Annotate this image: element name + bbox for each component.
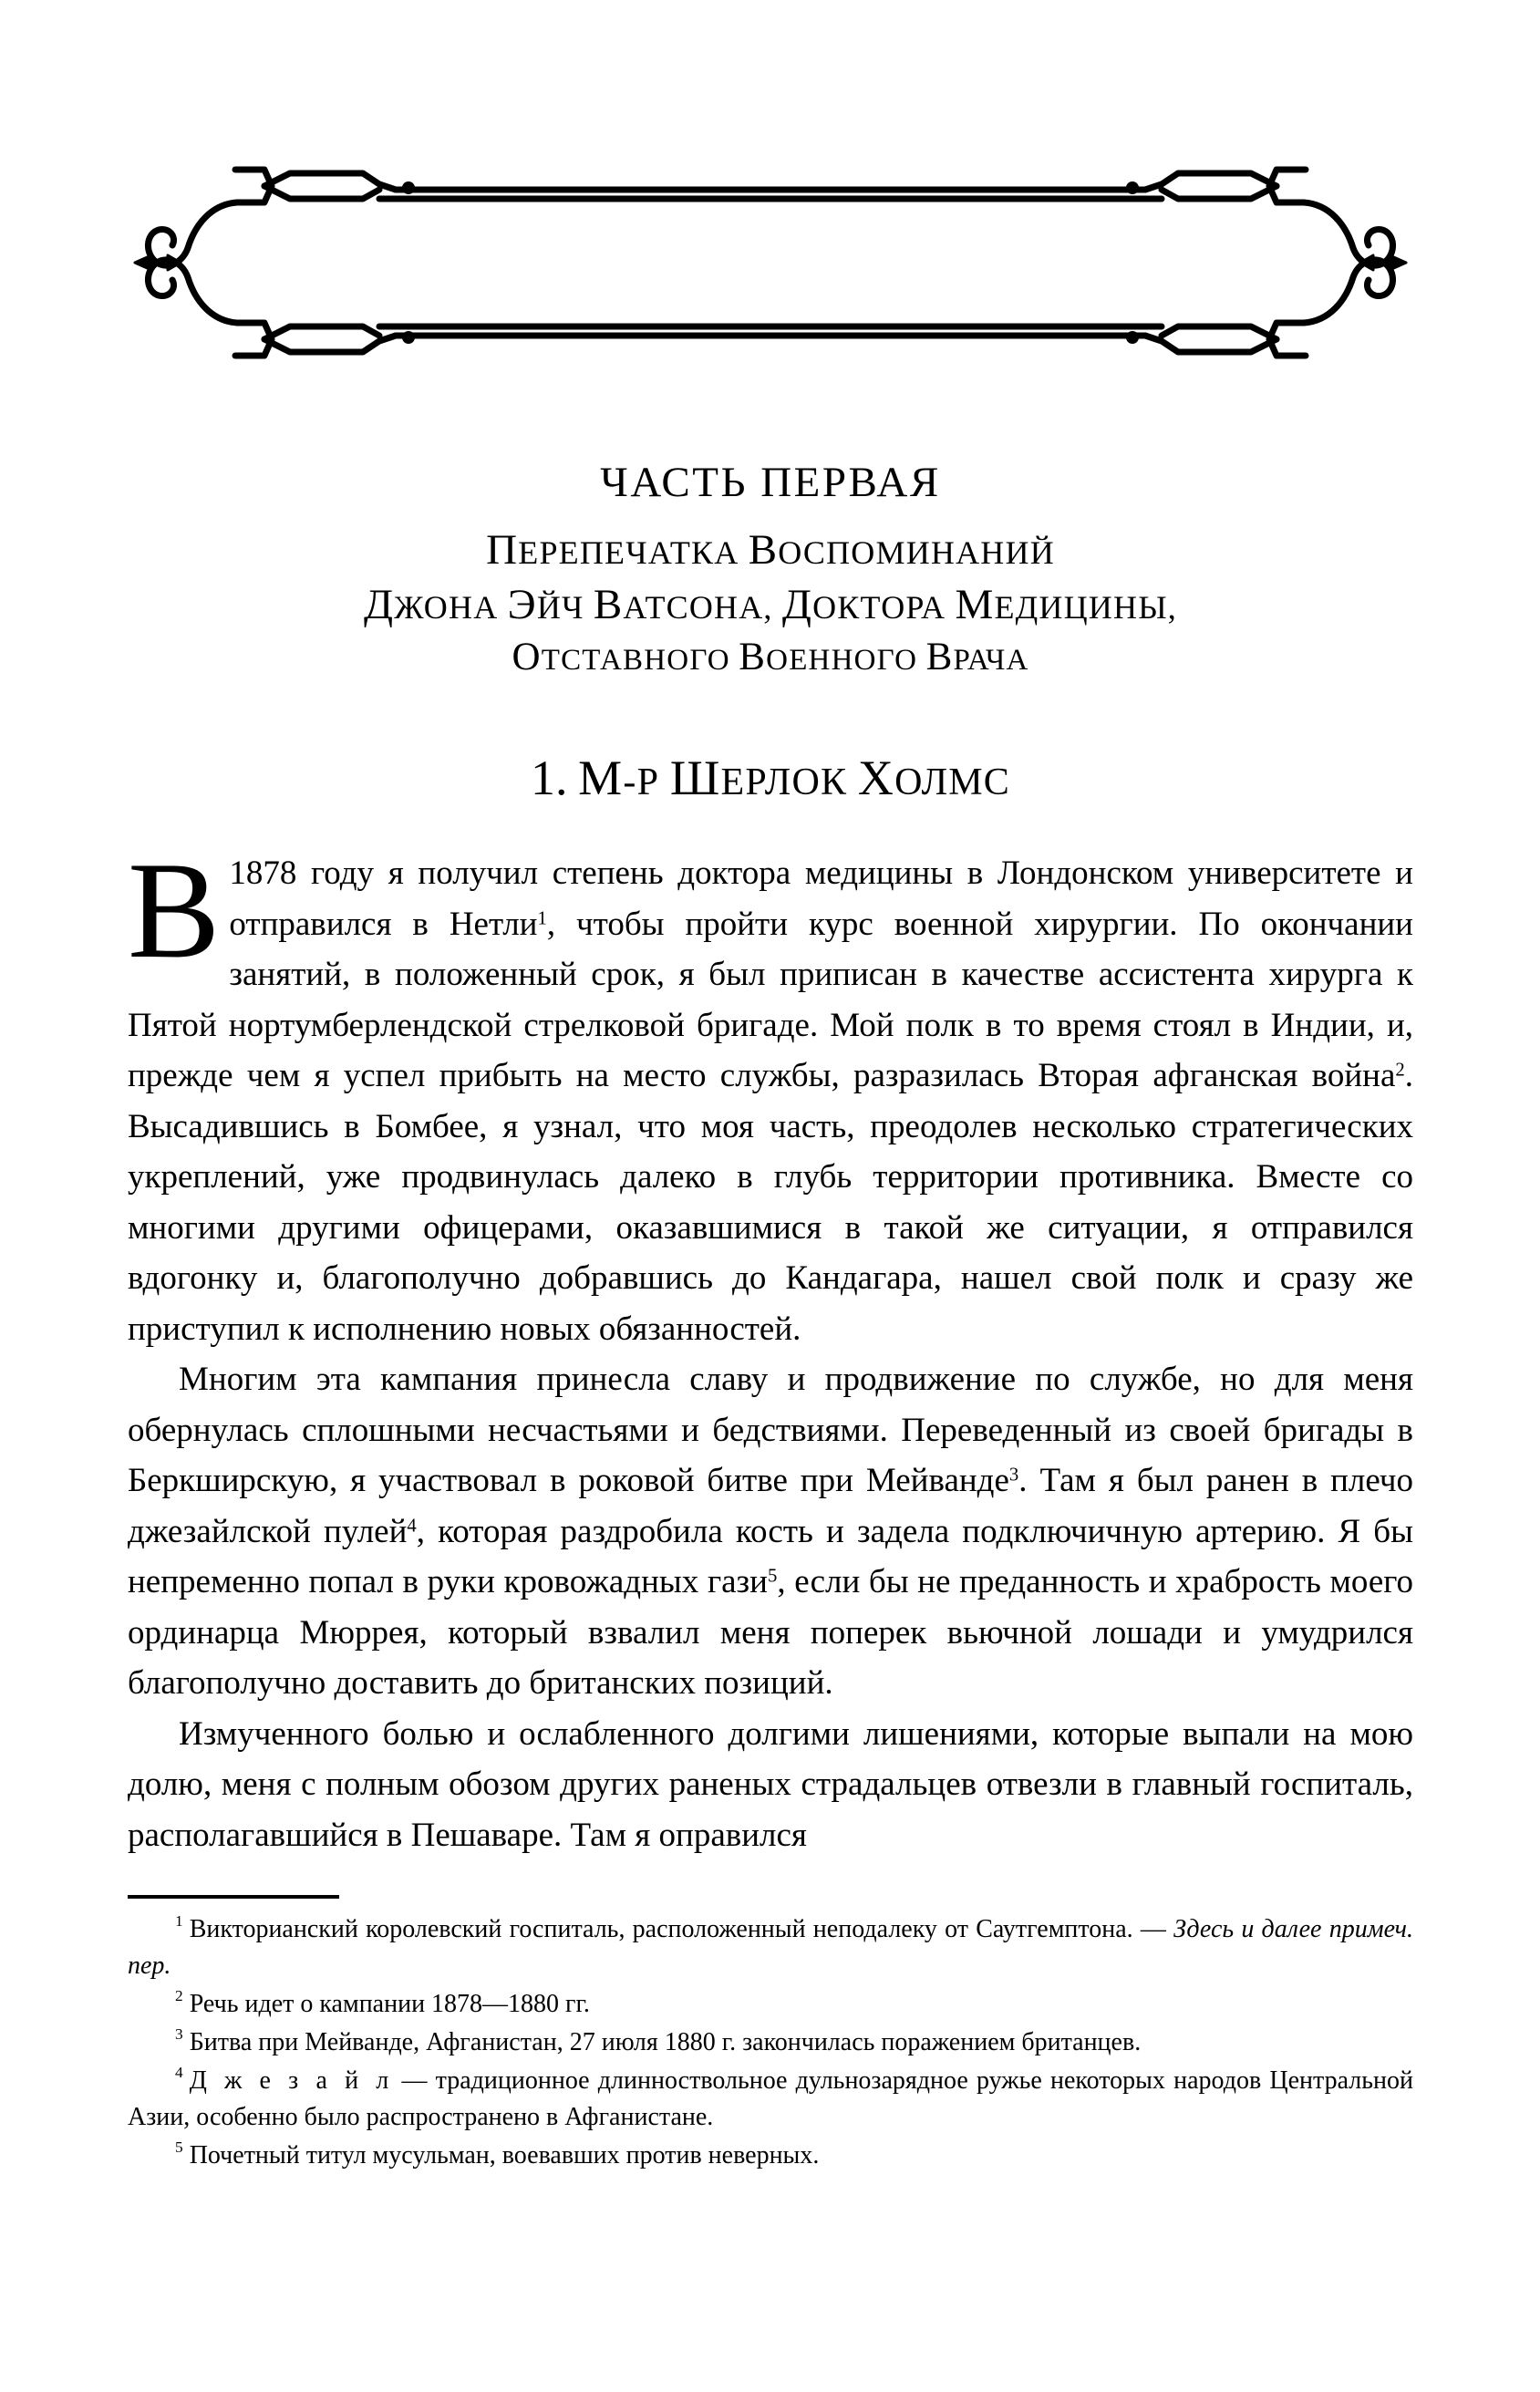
footnote-4-text: — традиционное длинноствольное дульнозарядное ружье некоторых народов Центральной Азии, особенно было распространено в Афганистане. [128, 2066, 1413, 2131]
footnote-ref-1[interactable]: 1 [537, 907, 547, 928]
footnote-1-italic-tail: Здесь и далее примеч. пер. [128, 1915, 1413, 1980]
subtitle-line-1: ПЕРЕПЕЧАТКА ВОСПОМИНАНИЙ [486, 525, 1055, 574]
footnote-3-marker: 3 [175, 2024, 183, 2043]
paragraph-2 [128, 1354, 1413, 1709]
footnote-3 [128, 2024, 1413, 2061]
footnote-2-marker: 2 [175, 1986, 183, 2004]
footnote-ref-4[interactable]: 4 [407, 1515, 417, 1536]
chapter-number: 1. [530, 751, 568, 806]
paragraph-2-part-b: . Там я был ранен в плечо джезайлской пулей [128, 1462, 1414, 1550]
footnote-2-text: Речь идет о кампании 1878—1880 гг. [189, 1990, 590, 2018]
footnote-4-marker: 4 [175, 2063, 183, 2081]
footnote-ref-2[interactable]: 2 [1395, 1060, 1405, 1081]
footnote-1-text: Викторианский королевский госпиталь, расположенный неподалеку от Саутгемптона. — [189, 1915, 1174, 1943]
chapter-title [128, 750, 1413, 806]
footnote-1-marker: 1 [175, 1911, 183, 1930]
paragraph-2-part-d: , если бы не преданность и храбрость моего ординарца Мюррея, который взвалил меня поперек вьючной лошади и умудрился благополучно доставить до британских позиций. [128, 1563, 1414, 1702]
title-block [128, 456, 1413, 806]
paragraph-1-part-c: . Высадившись в Бомбее, я узнал, что моя часть, преодолев несколько стратегических укреплений, уже продвинулась далеко в глубь территории противника. Вместе со многими другими офицерами, оказавшимися в такой же ситуации, я отправился вдогонку и, благополучно добравшись до Кандагара, нашел свой полк и сразу же приступил к исполнению новых обязанностей. [128, 1057, 1413, 1348]
part-title: ЧАСТЬ ПЕРВАЯ [600, 459, 941, 506]
footnote-5-marker: 5 [175, 2138, 183, 2156]
footnote-3-text: Битва при Мейванде, Афганистан, 27 июля 1880 г. закончилась поражением британцев. [189, 2028, 1142, 2056]
paragraph-1 [128, 834, 1413, 1354]
drop-cap: В [128, 834, 221, 987]
subtitle-block [128, 523, 1413, 682]
footnote-5-text: Почетный титул мусульман, воевавших против неверных. [189, 2141, 820, 2169]
footnotes-block [128, 1895, 1413, 2176]
footnote-ref-3[interactable]: 3 [1008, 1465, 1019, 1486]
subtitle-line-2: ДЖОНА ЭЙЧ ВАТСОНА, ДОКТОРА МЕДИЦИНЫ, [363, 580, 1177, 628]
body-text-column [128, 834, 1414, 1860]
paragraph-1-part-b: , чтобы пройти курс военной хирургии. По окончании занятий, в положенный срок, я был приписан в качестве ассистента хирурга к Пятой нортумберлендской стрелковой бригаде. Мой полк в то время стоял в Индии, и, прежде чем я успел прибыть на место службы, разразилась Вторая афганская война [128, 905, 1413, 1094]
subtitle-line-3: ОТСТАВНОГО ВОЕННОГО ВРАЧА [512, 636, 1029, 679]
paragraph-2-part-c: , которая раздробила кость и задела подключичную артерию. Я бы непременно попал в руки кровожадных гази [128, 1512, 1413, 1600]
footnote-4 [128, 2063, 1413, 2136]
paragraph-2-part-a: Многим эта кампания принесла славу и продвижение по службе, но для меня обернулась сплошными несчастьями и бедствиями. Переведенный из своей бригады в Беркширскую, я участвовал в роковой битве при Мейванде [128, 1361, 1413, 1499]
chapter-title-text: М-Р ШЕРЛОК ХОЛМС [578, 751, 1011, 806]
footnote-4-term: Д ж е з а й л [189, 2066, 394, 2095]
decorative-cartouche-frame [128, 153, 1413, 372]
footnote-separator-rule [128, 1895, 339, 1899]
footnote-5 [128, 2138, 1413, 2174]
footnote-ref-5[interactable]: 5 [767, 1566, 778, 1587]
footnote-2 [128, 1986, 1413, 2023]
footnote-1 [128, 1911, 1413, 1984]
paragraph-1-part-a: 1878 году я получил степень доктора медицины в Лондонском университете и отправился в Нетли [229, 854, 1413, 943]
paragraph-3: Измученного болью и ослабленного долгими лишениями, которые выпали на мою долю, меня с полным обозом других раненых страдальцев отвезли в главный госпиталь, располагавшийся в Пешаваре. Там я оправился [128, 1714, 1413, 1854]
